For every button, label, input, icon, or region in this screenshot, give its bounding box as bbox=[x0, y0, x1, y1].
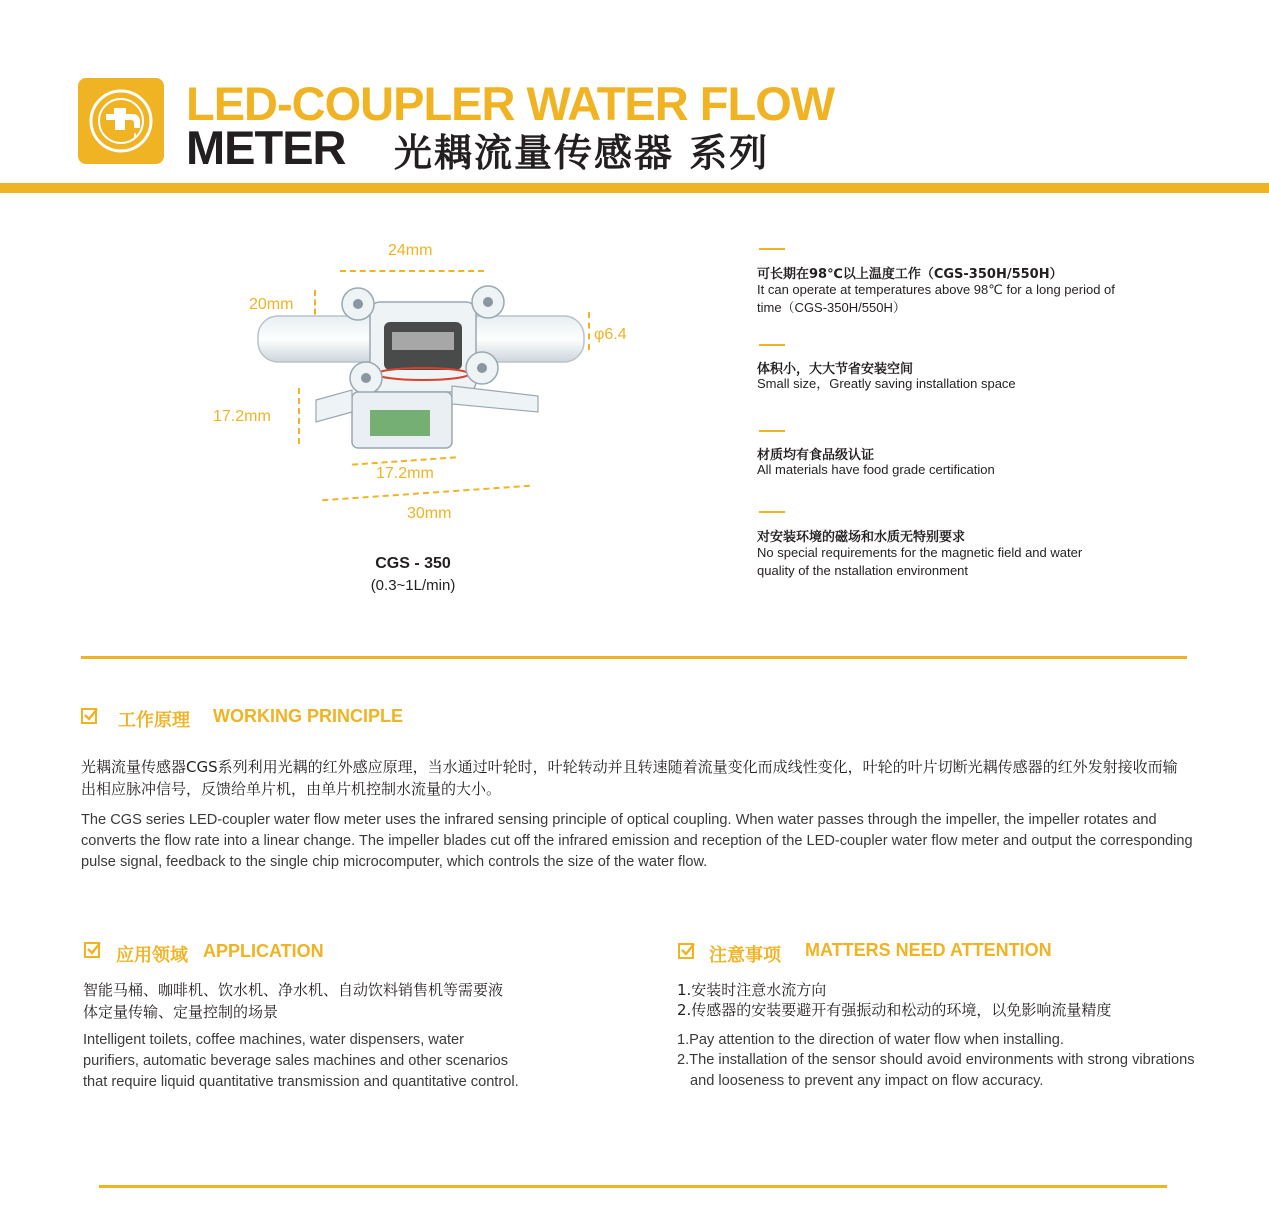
dimension-left-height: 20mm bbox=[249, 296, 294, 313]
feature-description: It can operate at temperatures above 98℃ for a long period of time（CGS-350H/550H） bbox=[757, 282, 1115, 315]
section-heading-en: WORKING PRINCIPLE bbox=[213, 706, 404, 726]
application-text-cn: 智能马桶、咖啡机、饮水机、净水机、自动饮料销售机等需要液体定量传输、定量控制的场景 bbox=[83, 981, 504, 1021]
feature-description: No special requirements for the magnetic field and water quality of the nstallation environment bbox=[757, 545, 1083, 578]
feature-title: 对安装环境的磁场和水质无特别要求 bbox=[757, 530, 966, 545]
section-heading-cn: 工作原理 bbox=[118, 710, 190, 731]
dimension-line bbox=[322, 485, 530, 502]
attention-item-cn-1: 1.安装时注意水流方向 bbox=[677, 981, 827, 999]
working-principle-text-en: The CGS series LED-coupler water flow meter uses the infrared sensing principle of optical coupling. When water passes through the impeller, the impeller rotates and converts the flow rate into a linear change. The impeller blades cut off the infrared emission and reception of the LED-coupler water flow meter and output the corresponding pulse signal, feedback to the single chip microcomputer, which controls the size of the water flow. bbox=[81, 812, 1193, 870]
dimension-line bbox=[340, 270, 484, 272]
checkbox-icon bbox=[81, 707, 99, 725]
checkbox-icon bbox=[678, 942, 696, 960]
model-number: CGS - 350 bbox=[375, 555, 451, 572]
section-heading-en: MATTERS NEED ATTENTION bbox=[805, 940, 1052, 960]
section-heading-cn: 注意事项 bbox=[709, 945, 781, 966]
section-heading-en: APPLICATION bbox=[203, 941, 324, 961]
feature-marker bbox=[759, 430, 785, 432]
feature-marker bbox=[759, 511, 785, 513]
attention-item-cn-2: 2.传感器的安装要避开有强振动和松动的环境，以免影响流量精度 bbox=[677, 1001, 1112, 1019]
section-heading-cn: 应用领域 bbox=[116, 945, 188, 966]
dimension-total-length: 30mm bbox=[407, 505, 452, 522]
dimension-top-width: 24mm bbox=[388, 242, 433, 259]
page-title-chinese: 光耦流量传感器 系列 bbox=[394, 131, 770, 175]
feature-description: Small size，Greatly saving installation space bbox=[757, 376, 1016, 391]
feature-title: 可长期在98℃以上温度工作（CGS-350H/550H） bbox=[757, 267, 1063, 282]
checkbox-icon bbox=[84, 941, 102, 959]
feature-description: All materials have food grade certification bbox=[757, 462, 995, 477]
attention-item-en-1: 1.Pay attention to the direction of water flow when installing. bbox=[677, 1032, 1064, 1048]
footer-divider bbox=[99, 1185, 1167, 1188]
feature-title: 体积小，大大节省安装空间 bbox=[757, 362, 914, 377]
dimension-pipe-diameter: φ6.4 bbox=[594, 326, 627, 343]
section-divider bbox=[81, 656, 1187, 659]
page-title-line2: METER bbox=[186, 121, 346, 174]
feature-title: 材质均有食品级认证 bbox=[757, 448, 875, 463]
product-photo bbox=[252, 282, 592, 462]
faucet-logo-icon bbox=[78, 78, 164, 164]
page-title-line1: LED-COUPLER WATER FLOW bbox=[186, 77, 835, 130]
application-text-en: Intelligent toilets, coffee machines, water dispensers, water purifiers, automatic beverage sales machines and other scenarios that require liquid quantitative transmission and quantitative control. bbox=[83, 1032, 519, 1090]
feature-marker bbox=[759, 344, 785, 346]
flow-range: (0.3~1L/min) bbox=[370, 577, 456, 594]
feature-marker bbox=[759, 248, 785, 250]
dimension-body-height: 17.2mm bbox=[213, 408, 271, 425]
dimension-body-width: 17.2mm bbox=[376, 465, 434, 482]
attention-item-en-2: 2.The installation of the sensor should avoid environments with strong vibrations and looseness to prevent any impact on flow accuracy. bbox=[677, 1052, 1195, 1089]
working-principle-text-cn: 光耦流量传感器CGS系列利用光耦的红外感应原理，当水通过叶轮时，叶轮转动并且转速随着流量变化而成线性变化，叶轮的叶片切断光耦传感器的红外发射接收而输出相应脉冲信号，反馈给单片机，由单片机控制水流量的大小。 bbox=[81, 758, 1178, 798]
header-divider bbox=[0, 183, 1269, 193]
